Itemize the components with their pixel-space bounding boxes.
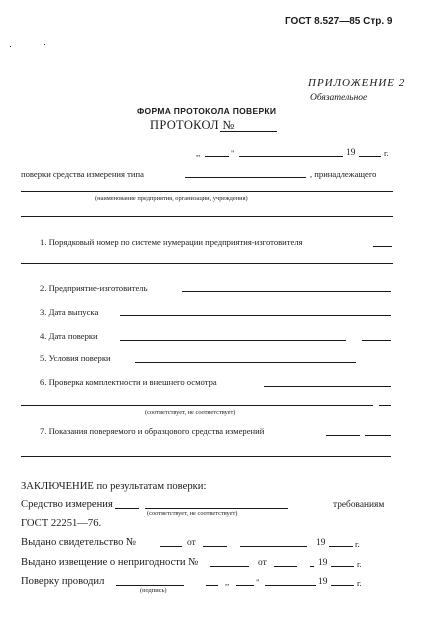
item-4-field[interactable]: [120, 340, 346, 341]
organization-caption: (наименование предприятия, организации, учреждения): [95, 195, 248, 202]
item-6-field-continued[interactable]: [21, 405, 373, 406]
unfit-from-label: от: [258, 558, 267, 568]
appendix-title: ПРИЛОЖЕНИЕ 2: [308, 77, 406, 89]
unfit-year-prefix: 19: [318, 558, 328, 568]
item-6-field[interactable]: [264, 386, 391, 387]
certificate-year-suffix: г.: [355, 539, 360, 549]
date-year-field[interactable]: [359, 156, 381, 157]
item-6-field-extra[interactable]: [379, 405, 391, 406]
date-year-prefix: 19: [346, 148, 356, 158]
certificate-number-field[interactable]: [160, 546, 182, 547]
item-6-label: 6. Проверка комплектности и внешнего осмотра: [40, 377, 217, 387]
date-day-field[interactable]: [205, 156, 229, 157]
item-1-field-continued[interactable]: [21, 263, 393, 264]
instrument-type-label: поверки средства измерения типа: [21, 169, 144, 179]
verifier-signature-field[interactable]: [116, 585, 184, 586]
item-5-field[interactable]: [135, 362, 356, 363]
item-7-field[interactable]: [326, 435, 360, 436]
item-4-field-extra[interactable]: [362, 340, 391, 341]
certificate-year-prefix: 19: [316, 538, 326, 548]
date-close-quote: ": [231, 148, 235, 158]
certificate-day-field[interactable]: [203, 546, 227, 547]
date-year-suffix: г.: [384, 148, 389, 158]
item-2-field[interactable]: [182, 291, 391, 292]
verifier-day-field[interactable]: [236, 585, 254, 586]
verifier-year-prefix: 19: [318, 577, 328, 587]
unfit-notice-label: Выдано извещение о непригодности №: [21, 557, 199, 568]
unfit-day-field[interactable]: [274, 566, 297, 567]
verifier-year-field[interactable]: [331, 585, 354, 586]
belongs-label: , принадлежащего: [310, 169, 377, 179]
verifier-month-field[interactable]: [265, 585, 316, 586]
scan-speck: [44, 44, 45, 45]
date-month-field[interactable]: [239, 156, 343, 157]
form-title: ФОРМА ПРОТОКОЛА ПОВЕРКИ: [137, 106, 277, 116]
verifier-year-suffix: г.: [357, 578, 362, 588]
item-1-field[interactable]: [373, 246, 392, 247]
item-6-conformity-caption: (соответствует, не соответствует): [145, 409, 236, 416]
verifier-date-close-quote: ": [256, 577, 260, 587]
scan-speck: [10, 46, 11, 47]
protocol-number-field[interactable]: [220, 131, 277, 132]
conclusion-conformity-caption: (соответствует, не соответствует): [147, 510, 238, 517]
item-2-label: 2. Предприятие-изготовитель: [40, 283, 148, 293]
conclusion-instrument-label: Средство измерения: [21, 499, 113, 510]
certificate-from-label: от: [187, 538, 196, 548]
signature-caption: (подпись): [140, 587, 167, 594]
certificate-month-field[interactable]: [240, 546, 307, 547]
item-3-label: 3. Дата выпуска: [40, 307, 99, 317]
unfit-month-field[interactable]: [310, 566, 314, 567]
unfit-number-field[interactable]: [210, 566, 249, 567]
verifier-name-field[interactable]: [206, 585, 218, 586]
conclusion-title: ЗАКЛЮЧЕНИЕ по результатам поверки:: [21, 481, 207, 492]
organization-field[interactable]: [21, 191, 393, 192]
standard-ref: ГОСТ 22251—76.: [21, 518, 102, 529]
verifier-date-open-quote: ,,: [225, 577, 230, 587]
item-3-field[interactable]: [120, 315, 391, 316]
item-7-field-continued[interactable]: [21, 456, 391, 457]
item-7-field-extra[interactable]: [365, 435, 391, 436]
item-5-label: 5. Условия поверки: [40, 353, 111, 363]
unfit-year-field[interactable]: [331, 566, 354, 567]
conclusion-result-field-b[interactable]: [145, 508, 288, 509]
certificate-label: Выдано свидетельство №: [21, 537, 137, 548]
instrument-type-field[interactable]: [185, 177, 306, 178]
item-1-label: 1. Порядковый номер по системе нумерации предприятия-изготовителя: [40, 237, 303, 247]
appendix-status: Обязательное: [310, 93, 368, 103]
item-7-label: 7. Показания поверяемого и образцового средства измерений: [40, 426, 265, 436]
certificate-year-field[interactable]: [329, 546, 353, 547]
protocol-label: ПРОТОКОЛ №: [150, 118, 235, 132]
unfit-year-suffix: г.: [357, 559, 362, 569]
page-header-ref: ГОСТ 8.527—85 Стр. 9: [285, 16, 393, 27]
date-open-quote: ,,: [196, 148, 201, 158]
organization-field-continued[interactable]: [21, 216, 393, 217]
verifier-label: Поверку проводил: [21, 576, 105, 587]
item-4-label: 4. Дата поверки: [40, 331, 98, 341]
requirements-label: требованиям: [333, 500, 385, 510]
conclusion-result-field-a[interactable]: [115, 508, 139, 509]
